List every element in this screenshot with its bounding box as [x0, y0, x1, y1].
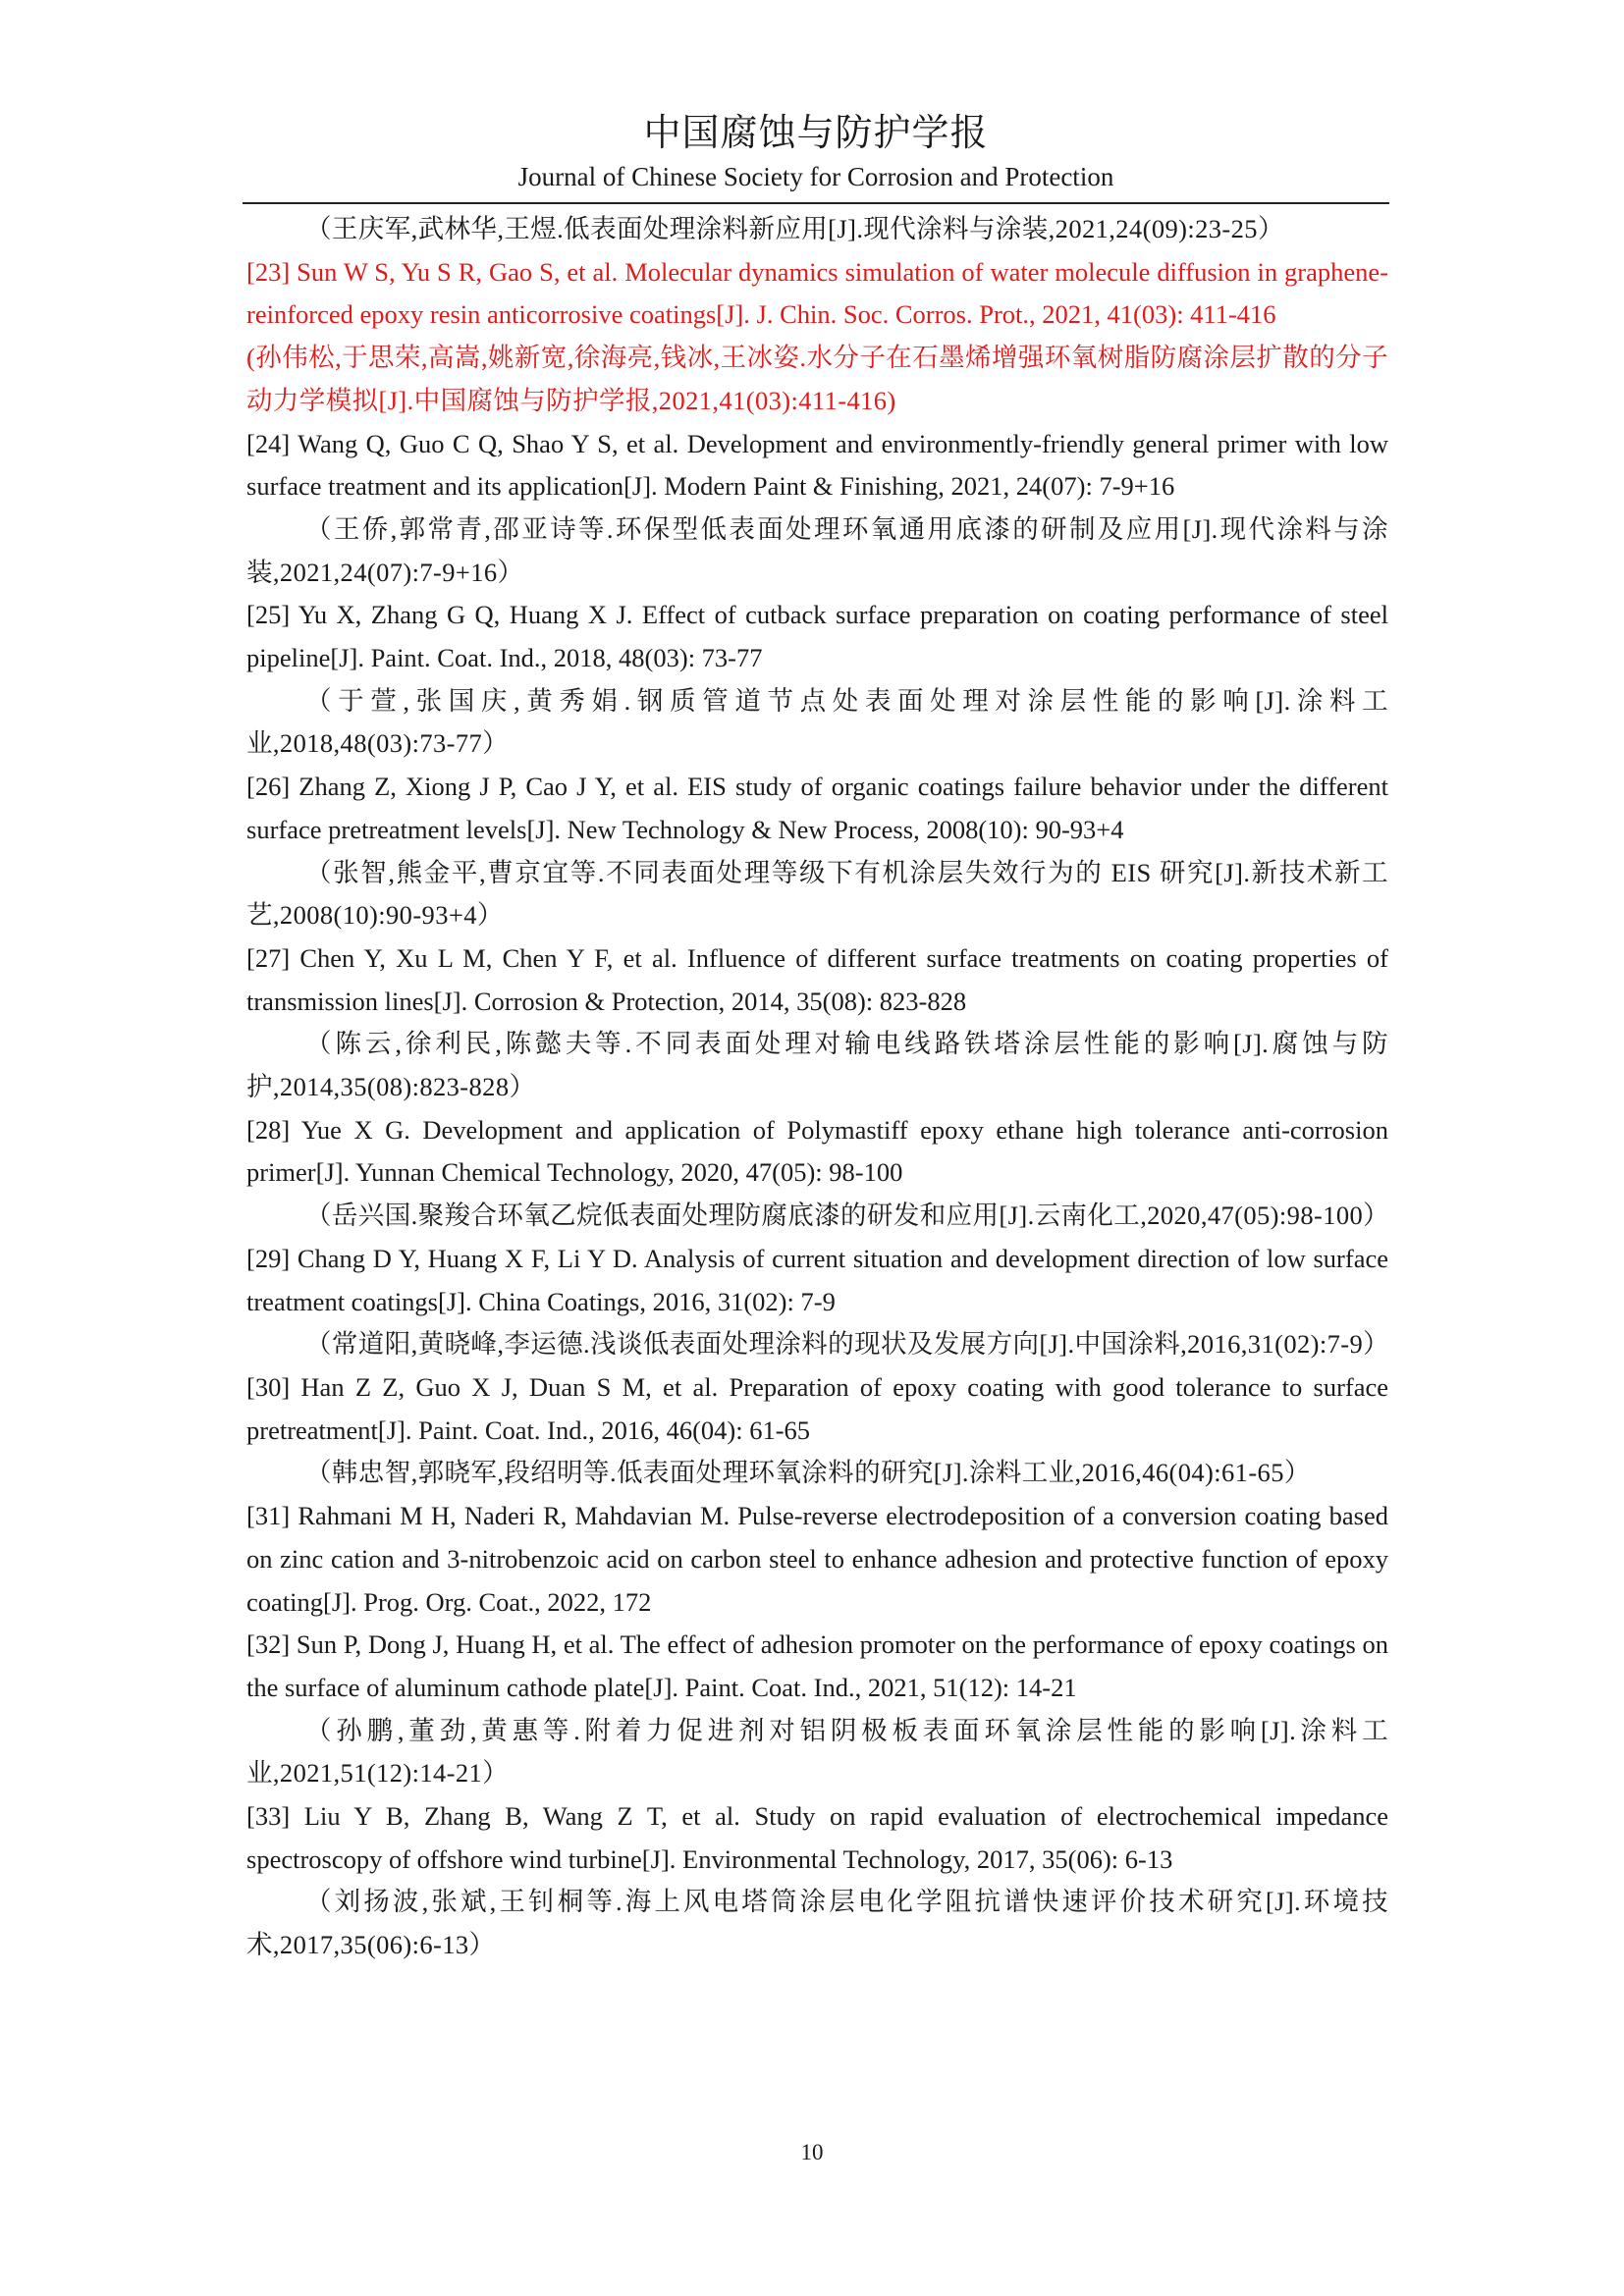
reference-entry: [24] Wang Q, Guo C Q, Shao Y S, et al. Development and environmently-friendly general primer with low surface treatment and its application[J]. Modern Paint & Finishing, 2021, 24(07): 7-9+16 — [246, 428, 1388, 502]
reference-entry: [27] Chen Y, Xu L M, Chen Y F, et al. Influence of different surface treatments on coating properties of transmission lines[J]. Corrosion & Protection, 2014, 35(08): 823-828 — [246, 942, 1388, 1016]
reference-entry: [32] Sun P, Dong J, Huang H, et al. The effect of adhesion promoter on the performance of epoxy coatings on the surface of aluminum cathode plate[J]. Paint. Coat. Ind., 2021, 51(12): 14-21 — [246, 1629, 1388, 1702]
reference-translation-cn: （刘扬波,张斌,王钊桐等.海上风电塔筒涂层电化学阻抗谱快速评价技术研究[J].环境技术,2017,35(06):6-13） — [246, 1887, 1388, 1960]
reference-entry: [23] Sun W S, Yu S R, Gao S, et al. Molecular dynamics simulation of water molecule diffusion in graphene-reinforced epoxy resin anticorrosive coatings[J]. J. Chin. Soc. Corros. Prot., 2021, 41(03): 411-416 — [246, 256, 1388, 330]
reference-entry: [31] Rahmani M H, Naderi R, Mahdavian M. Pulse-reverse electrodeposition of a conversion coating based on zinc cation and 3-nitrobenzoic acid on carbon steel to enhance adhesion and protective function of epoxy coating[J]. Prog. Org. Coat., 2022, 172 — [246, 1501, 1388, 1617]
page-number: 10 — [800, 2140, 824, 2164]
running-header — [243, 106, 1389, 194]
reference-translation-cn: （陈云,徐利民,陈懿夫等.不同表面处理对输电线路铁塔涂层性能的影响[J].腐蚀与防护,2014,35(08):823-828） — [246, 1029, 1388, 1102]
reference-translation-cn: (孙伟松,于思荣,高嵩,姚新宽,徐海亮,钱冰,王冰姿.水分子在石墨烯增强环氧树脂防腐涂层扩散的分子动力学模拟[J].中国腐蚀与防护学报,2021,41(03):411-416) — [246, 343, 1388, 415]
reference-entry: [30] Han Z Z, Guo X J, Duan S M, et al. Preparation of epoxy coating with good tolerance to surface pretreatment[J]. Paint. Coat. Ind., 2016, 46(04): 61-65 — [246, 1371, 1388, 1445]
reference-translation-cn: （于萱,张国庆,黄秀娟.钢质管道节点处表面处理对涂层性能的影响[J].涂料工业,2018,48(03):73-77） — [246, 685, 1388, 759]
journal-title-cn: 中国腐蚀与防护学报 — [643, 111, 989, 154]
reference-translation-cn: （孙鹏,董劲,黄惠等.附着力促进剂对铝阴极板表面环氧涂层性能的影响[J].涂料工业,2021,51(12):14-21） — [246, 1715, 1388, 1789]
journal-title-en: Journal of Chinese Society for Corrosion and Protection — [517, 162, 1114, 191]
reference-translation-cn: （韩忠智,郭晓军,段绍明等.低表面处理环氧涂料的研究[J].涂料工业,2016,46(04):61-65） — [305, 1458, 1311, 1488]
reference-translation-cn: （岳兴国.聚羧合环氧乙烷低表面处理防腐底漆的研发和应用[J].云南化工,2020,47(05):98-100） — [305, 1201, 1390, 1231]
reference-translation-cn: （王侨,郭常青,邵亚诗等.环保型低表面处理环氧通用底漆的研制及应用[J].现代涂料与涂装,2021,24(07):7-9+16） — [246, 513, 1388, 587]
reference-entry: [28] Yue X G. Development and application of Polymastiff epoxy ethane high tolerance anti-corrosion primer[J]. Yunnan Chemical Technology, 2020, 47(05): 98-100 — [246, 1114, 1388, 1188]
reference-translation-cn: （常道阳,黄晓峰,李运德.浅谈低表面处理涂料的现状及发展方向[J].中国涂料,2016,31(02):7-9） — [305, 1329, 1390, 1360]
reference-list — [246, 208, 1388, 1967]
reference-entry: [25] Yu X, Zhang G Q, Huang X J. Effect of cutback surface preparation on coating performance of steel pipeline[J]. Paint. Coat. Ind., 2018, 48(03): 73-77 — [246, 600, 1388, 673]
reference-translation-cn: （张智,熊金平,曹京宜等.不同表面处理等级下有机涂层失效行为的 EIS 研究[J].新技术新工艺,2008(10):90-93+4） — [246, 857, 1388, 931]
reference-entry: [33] Liu Y B, Zhang B, Wang Z T, et al. Study on rapid evaluation of electrochemical impedance spectroscopy of offshore wind turbine[J]. Environmental Technology, 2017, 35(06): 6-13 — [246, 1801, 1388, 1874]
reference-entry: [26] Zhang Z, Xiong J P, Cao J Y, et al. EIS study of organic coatings failure behavior under the different surface pretreatment levels[J]. New Technology & New Process, 2008(10): 90-93+4 — [246, 772, 1388, 844]
header-divider — [243, 202, 1389, 204]
reference-translation-cn: （王庆军,武林华,王煜.低表面处理涂料新应用[J].现代涂料与涂装,2021,24(09):23-25） — [305, 214, 1284, 243]
reference-entry: [29] Chang D Y, Huang X F, Li Y D. Analysis of current situation and development direction of low surface treatment coatings[J]. China Coatings, 2016, 31(02): 7-9 — [246, 1243, 1388, 1316]
